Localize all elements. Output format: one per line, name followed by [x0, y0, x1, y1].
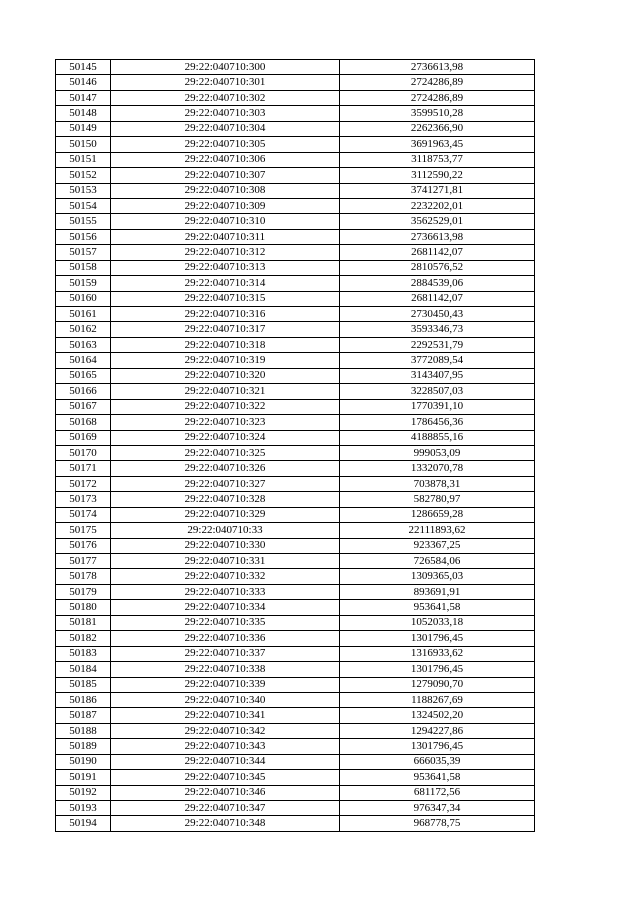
table-row [56, 600, 535, 615]
row-number-cell: 50173 [56, 492, 111, 507]
row-number-cell: 50194 [56, 816, 111, 831]
table-row [56, 615, 535, 630]
cadastral-number-cell: 29:22:040710:330 [111, 538, 340, 553]
cadastral-number-cell: 29:22:040710:317 [111, 322, 340, 337]
row-number-cell: 50181 [56, 615, 111, 630]
value-cell: 666035,39 [340, 754, 535, 769]
value-cell: 976347,34 [340, 801, 535, 816]
cadastral-number-cell: 29:22:040710:305 [111, 137, 340, 152]
row-number-cell: 50184 [56, 662, 111, 677]
cadastral-number-cell: 29:22:040710:344 [111, 754, 340, 769]
table-row [56, 507, 535, 522]
value-cell: 1324502,20 [340, 708, 535, 723]
row-number-cell: 50182 [56, 631, 111, 646]
row-number-cell: 50150 [56, 137, 111, 152]
value-cell: 2724286,89 [340, 90, 535, 105]
cadastral-number-cell: 29:22:040710:322 [111, 399, 340, 414]
table-row [56, 476, 535, 491]
row-number-cell: 50178 [56, 569, 111, 584]
value-cell: 3143407,95 [340, 368, 535, 383]
cadastral-number-cell: 29:22:040710:309 [111, 198, 340, 213]
row-number-cell: 50156 [56, 229, 111, 244]
row-number-cell: 50158 [56, 260, 111, 275]
row-number-cell: 50161 [56, 307, 111, 322]
value-cell: 582780,97 [340, 492, 535, 507]
value-cell: 703878,31 [340, 476, 535, 491]
value-cell: 4188855,16 [340, 430, 535, 445]
table-row [56, 183, 535, 198]
row-number-cell: 50193 [56, 801, 111, 816]
table-row [56, 291, 535, 306]
value-cell: 681172,56 [340, 785, 535, 800]
row-number-cell: 50167 [56, 399, 111, 414]
value-cell: 1309365,03 [340, 569, 535, 584]
row-number-cell: 50188 [56, 723, 111, 738]
value-cell: 953641,58 [340, 770, 535, 785]
row-number-cell: 50190 [56, 754, 111, 769]
cadastral-number-cell: 29:22:040710:306 [111, 152, 340, 167]
value-cell: 2810576,52 [340, 260, 535, 275]
cadastral-number-cell: 29:22:040710:321 [111, 384, 340, 399]
table-row [56, 677, 535, 692]
cadastral-number-cell: 29:22:040710:342 [111, 723, 340, 738]
table-row [56, 214, 535, 229]
cadastral-value-table [55, 59, 535, 832]
row-number-cell: 50166 [56, 384, 111, 399]
table-row [56, 816, 535, 831]
value-cell: 999053,09 [340, 445, 535, 460]
value-cell: 893691,91 [340, 584, 535, 599]
cadastral-number-cell: 29:22:040710:339 [111, 677, 340, 692]
table-row [56, 523, 535, 538]
table-row [56, 461, 535, 476]
row-number-cell: 50165 [56, 368, 111, 383]
table-row [56, 739, 535, 754]
table-row [56, 229, 535, 244]
cadastral-number-cell: 29:22:040710:308 [111, 183, 340, 198]
value-cell: 3562529,01 [340, 214, 535, 229]
value-cell: 3118753,77 [340, 152, 535, 167]
cadastral-number-cell: 29:22:040710:318 [111, 337, 340, 352]
value-cell: 2736613,98 [340, 60, 535, 75]
cadastral-number-cell: 29:22:040710:348 [111, 816, 340, 831]
cadastral-number-cell: 29:22:040710:301 [111, 75, 340, 90]
row-number-cell: 50176 [56, 538, 111, 553]
table-body [56, 60, 535, 832]
table-row [56, 75, 535, 90]
table-row [56, 554, 535, 569]
table-row [56, 137, 535, 152]
row-number-cell: 50149 [56, 121, 111, 136]
row-number-cell: 50191 [56, 770, 111, 785]
value-cell: 3741271,81 [340, 183, 535, 198]
row-number-cell: 50169 [56, 430, 111, 445]
value-cell: 1301796,45 [340, 662, 535, 677]
table-row [56, 538, 535, 553]
cadastral-number-cell: 29:22:040710:315 [111, 291, 340, 306]
table-row [56, 322, 535, 337]
row-number-cell: 50174 [56, 507, 111, 522]
table-row [56, 90, 535, 105]
table-row [56, 584, 535, 599]
row-number-cell: 50155 [56, 214, 111, 229]
row-number-cell: 50171 [56, 461, 111, 476]
value-cell: 1332070,78 [340, 461, 535, 476]
table-row [56, 368, 535, 383]
value-cell: 1279090,70 [340, 677, 535, 692]
cadastral-number-cell: 29:22:040710:332 [111, 569, 340, 584]
cadastral-number-cell: 29:22:040710:338 [111, 662, 340, 677]
table-row [56, 60, 535, 75]
value-cell: 923367,25 [340, 538, 535, 553]
row-number-cell: 50162 [56, 322, 111, 337]
table-row [56, 445, 535, 460]
value-cell: 2681142,07 [340, 291, 535, 306]
cadastral-number-cell: 29:22:040710:323 [111, 415, 340, 430]
row-number-cell: 50175 [56, 523, 111, 538]
row-number-cell: 50177 [56, 554, 111, 569]
row-number-cell: 50172 [56, 476, 111, 491]
value-cell: 2884539,06 [340, 276, 535, 291]
value-cell: 1301796,45 [340, 631, 535, 646]
value-cell: 2736613,98 [340, 229, 535, 244]
row-number-cell: 50159 [56, 276, 111, 291]
value-cell: 2730450,43 [340, 307, 535, 322]
cadastral-number-cell: 29:22:040710:328 [111, 492, 340, 507]
row-number-cell: 50183 [56, 646, 111, 661]
table-row [56, 399, 535, 414]
table-row [56, 152, 535, 167]
cadastral-number-cell: 29:22:040710:303 [111, 106, 340, 121]
cadastral-number-cell: 29:22:040710:333 [111, 584, 340, 599]
row-number-cell: 50146 [56, 75, 111, 90]
cadastral-number-cell: 29:22:040710:325 [111, 445, 340, 460]
table-row [56, 785, 535, 800]
cadastral-number-cell: 29:22:040710:310 [111, 214, 340, 229]
table-row [56, 723, 535, 738]
value-cell: 3112590,22 [340, 168, 535, 183]
cadastral-number-cell: 29:22:040710:334 [111, 600, 340, 615]
row-number-cell: 50185 [56, 677, 111, 692]
table-row [56, 260, 535, 275]
value-cell: 968778,75 [340, 816, 535, 831]
value-cell: 2292531,79 [340, 337, 535, 352]
row-number-cell: 50151 [56, 152, 111, 167]
row-number-cell: 50157 [56, 245, 111, 260]
value-cell: 1294227,86 [340, 723, 535, 738]
row-number-cell: 50180 [56, 600, 111, 615]
table-row [56, 337, 535, 352]
row-number-cell: 50192 [56, 785, 111, 800]
table-row [56, 307, 535, 322]
value-cell: 1301796,45 [340, 739, 535, 754]
value-cell: 1286659,28 [340, 507, 535, 522]
cadastral-number-cell: 29:22:040710:326 [111, 461, 340, 476]
cadastral-number-cell: 29:22:040710:331 [111, 554, 340, 569]
cadastral-number-cell: 29:22:040710:319 [111, 353, 340, 368]
table-row [56, 353, 535, 368]
table-row [56, 384, 535, 399]
table-row [56, 754, 535, 769]
cadastral-number-cell: 29:22:040710:341 [111, 708, 340, 723]
table-row [56, 276, 535, 291]
table-row [56, 106, 535, 121]
value-cell: 1188267,69 [340, 692, 535, 707]
row-number-cell: 50152 [56, 168, 111, 183]
table-row [56, 662, 535, 677]
cadastral-number-cell: 29:22:040710:302 [111, 90, 340, 105]
cadastral-number-cell: 29:22:040710:329 [111, 507, 340, 522]
value-cell: 3593346,73 [340, 322, 535, 337]
table-row [56, 692, 535, 707]
table-row [56, 770, 535, 785]
value-cell: 1770391,10 [340, 399, 535, 414]
table-row [56, 430, 535, 445]
value-cell: 3691963,45 [340, 137, 535, 152]
row-number-cell: 50154 [56, 198, 111, 213]
cadastral-number-cell: 29:22:040710:33 [111, 523, 340, 538]
table-row [56, 415, 535, 430]
value-cell: 2262366,90 [340, 121, 535, 136]
cadastral-number-cell: 29:22:040710:345 [111, 770, 340, 785]
cadastral-number-cell: 29:22:040710:314 [111, 276, 340, 291]
cadastral-number-cell: 29:22:040710:324 [111, 430, 340, 445]
row-number-cell: 50163 [56, 337, 111, 352]
cadastral-number-cell: 29:22:040710:346 [111, 785, 340, 800]
table-row [56, 569, 535, 584]
table-row [56, 708, 535, 723]
row-number-cell: 50186 [56, 692, 111, 707]
cadastral-number-cell: 29:22:040710:343 [111, 739, 340, 754]
cadastral-number-cell: 29:22:040710:300 [111, 60, 340, 75]
value-cell: 2681142,07 [340, 245, 535, 260]
value-cell: 1786456,36 [340, 415, 535, 430]
value-cell: 726584,06 [340, 554, 535, 569]
row-number-cell: 50168 [56, 415, 111, 430]
cadastral-number-cell: 29:22:040710:316 [111, 307, 340, 322]
value-cell: 3772089,54 [340, 353, 535, 368]
table-row [56, 168, 535, 183]
cadastral-number-cell: 29:22:040710:304 [111, 121, 340, 136]
table-row [56, 198, 535, 213]
cadastral-number-cell: 29:22:040710:313 [111, 260, 340, 275]
row-number-cell: 50147 [56, 90, 111, 105]
value-cell: 953641,58 [340, 600, 535, 615]
cadastral-number-cell: 29:22:040710:312 [111, 245, 340, 260]
row-number-cell: 50164 [56, 353, 111, 368]
value-cell: 2232202,01 [340, 198, 535, 213]
row-number-cell: 50189 [56, 739, 111, 754]
value-cell: 2724286,89 [340, 75, 535, 90]
row-number-cell: 50187 [56, 708, 111, 723]
row-number-cell: 50148 [56, 106, 111, 121]
table-row [56, 631, 535, 646]
row-number-cell: 50179 [56, 584, 111, 599]
row-number-cell: 50145 [56, 60, 111, 75]
row-number-cell: 50160 [56, 291, 111, 306]
cadastral-number-cell: 29:22:040710:347 [111, 801, 340, 816]
cadastral-number-cell: 29:22:040710:307 [111, 168, 340, 183]
cadastral-number-cell: 29:22:040710:320 [111, 368, 340, 383]
value-cell: 3228507,03 [340, 384, 535, 399]
value-cell: 1316933,62 [340, 646, 535, 661]
cadastral-number-cell: 29:22:040710:327 [111, 476, 340, 491]
value-cell: 22111893,62 [340, 523, 535, 538]
cadastral-number-cell: 29:22:040710:340 [111, 692, 340, 707]
cadastral-number-cell: 29:22:040710:311 [111, 229, 340, 244]
row-number-cell: 50153 [56, 183, 111, 198]
cadastral-number-cell: 29:22:040710:337 [111, 646, 340, 661]
table-row [56, 121, 535, 136]
value-cell: 1052033,18 [340, 615, 535, 630]
row-number-cell: 50170 [56, 445, 111, 460]
table-row [56, 801, 535, 816]
table-row [56, 646, 535, 661]
table-row [56, 492, 535, 507]
value-cell: 3599510,28 [340, 106, 535, 121]
cadastral-number-cell: 29:22:040710:335 [111, 615, 340, 630]
cadastral-number-cell: 29:22:040710:336 [111, 631, 340, 646]
table-row [56, 245, 535, 260]
